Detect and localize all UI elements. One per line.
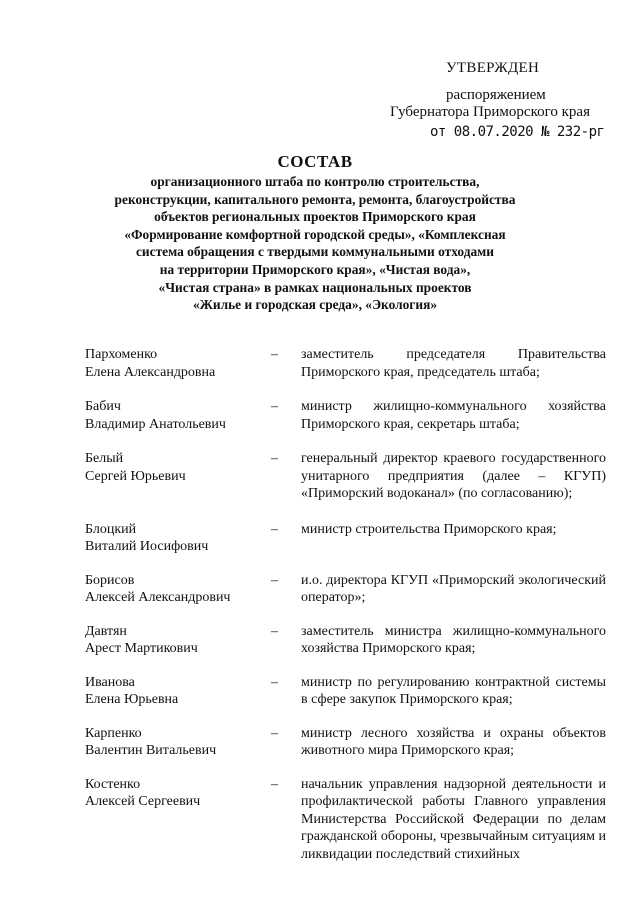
document-title	[100, 152, 530, 314]
member-row	[85, 450, 613, 503]
title-line: организационного штаба по контролю строительства,	[150, 174, 480, 189]
member-role: министр лесного хозяйства и охраны объектов животного мира Приморского края;	[301, 725, 606, 758]
order-issuer: Губернатора Приморского края	[390, 104, 590, 120]
member-name	[85, 346, 271, 381]
member-surname: Бабич	[85, 399, 121, 414]
member-name	[85, 521, 271, 556]
title-line: «Жилье и городская среда», «Экология»	[192, 297, 438, 313]
member-name	[85, 674, 271, 709]
member-role: заместитель председателя Правительства Приморского края, председатель штаба;	[301, 347, 606, 380]
title-line: реконструкции, капитального ремонта, ремонта, благоустройства	[114, 191, 516, 207]
order-date-number: от 08.07.2020 № 232-рг	[430, 124, 605, 140]
member-given-name: Елена Александровна	[85, 364, 216, 380]
member-role: заместитель министра жилищно-коммунального хозяйства Приморского края;	[301, 623, 606, 656]
member-role: генеральный директор краевого государственного унитарного предприятия (далее – КГУП) «Приморский водоканал» (по согласованию);	[301, 451, 606, 501]
member-name	[85, 398, 271, 433]
member-row	[85, 623, 613, 658]
dash-separator: –	[271, 347, 278, 362]
member-given-name: Алексей Александрович	[85, 590, 231, 605]
member-role: министр строительства Приморского края;	[301, 521, 557, 537]
member-name	[85, 572, 271, 607]
dash-separator: –	[271, 674, 278, 690]
dash-separator: –	[271, 623, 278, 639]
member-given-name: Алексей Сергеевич	[85, 794, 201, 809]
title-line: на территории Приморского края», «Чистая вода»,	[159, 261, 471, 277]
title-line: «Формирование комфортной городской среды», «Комплексная	[124, 226, 506, 242]
member-row	[85, 674, 613, 709]
member-given-name: Елена Юрьевна	[85, 692, 179, 707]
member-row	[85, 521, 613, 556]
member-row	[85, 346, 613, 381]
member-given-name: Виталий Иосифович	[85, 539, 209, 554]
dash-separator: –	[271, 399, 278, 414]
title-line: «Чистая страна» в рамках национальных проектов	[158, 279, 472, 295]
member-surname: Иванова	[85, 674, 135, 690]
title-subtitle	[100, 173, 530, 314]
member-surname: Давтян	[85, 623, 127, 639]
title-heading: СОСТАВ	[277, 152, 353, 171]
title-line: объектов региональных проектов Приморского края	[154, 209, 476, 225]
member-row	[85, 776, 613, 864]
member-role: министр по регулированию контрактной системы в сфере закупок Приморского края;	[301, 674, 606, 707]
member-surname: Борисов	[85, 572, 135, 588]
dash-separator: –	[271, 521, 278, 537]
dash-separator: –	[271, 776, 278, 792]
dash-separator: –	[271, 572, 278, 588]
member-row	[85, 725, 613, 760]
member-name	[85, 450, 271, 503]
title-line: система обращения с твердыми коммунальными отходами	[135, 244, 494, 260]
member-surname: Карпенко	[85, 725, 142, 741]
members-list	[85, 346, 613, 863]
member-surname: Белый	[85, 451, 124, 466]
member-given-name: Сергей Юрьевич	[85, 468, 186, 484]
member-surname: Блоцкий	[85, 521, 137, 537]
member-row	[85, 572, 613, 607]
member-name	[85, 623, 271, 658]
member-given-name: Владимир Анатольевич	[85, 416, 226, 432]
member-given-name: Арест Мартикович	[85, 641, 198, 656]
member-given-name: Валентин Витальевич	[85, 743, 217, 758]
dash-separator: –	[271, 451, 278, 466]
member-surname: Пархоменко	[85, 347, 158, 362]
member-role: министр жилищно-коммунального хозяйства Приморского края, секретарь штаба;	[301, 399, 606, 432]
order-word: распоряжением	[446, 87, 546, 103]
approved-label: УТВЕРЖДЕН	[446, 60, 540, 76]
member-role: и.о. директора КГУП «Приморский экологический оператор»;	[301, 572, 606, 605]
dash-separator: –	[271, 725, 278, 741]
member-name	[85, 725, 271, 760]
member-role: начальник управления надзорной деятельности и профилактической работы Главного управления Министерства Российской Федерации по делам гражданской обороны, чрезвычайным ситуациям и ликвидации последствий стихийных	[301, 776, 606, 862]
member-name	[85, 776, 271, 864]
approval-stamp	[0, 0, 640, 150]
member-surname: Костенко	[85, 776, 141, 792]
member-row	[85, 398, 613, 433]
